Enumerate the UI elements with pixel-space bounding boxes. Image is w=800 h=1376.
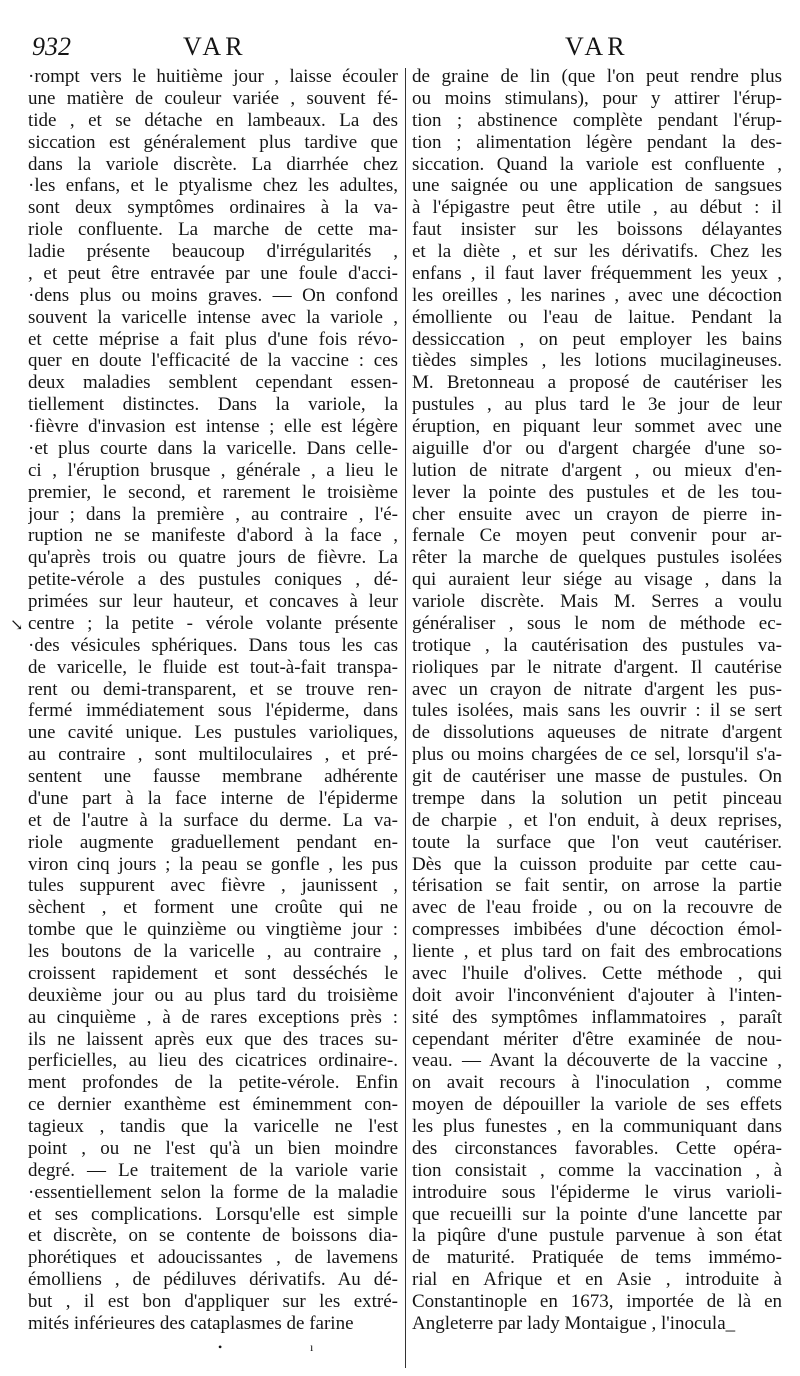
page-header (0, 28, 800, 68)
text-line: ils ne laissent après eux que des traces su- (28, 1028, 398, 1050)
text-line: plus ou moins chargées de ce sel, lorsqu'il s'a- (412, 744, 782, 766)
text-line: avec un crayon de nitrate d'argent les pus- (412, 678, 782, 700)
text-line: aiguille d'or ou d'argent chargée d'une so- (412, 437, 782, 459)
text-line: d'une part à la face interne de l'épiderme (28, 787, 398, 809)
text-line: Dès que la cuisson produite par cette cau- (412, 853, 782, 875)
text-line: cependant mériter d'être examinée de nou- (412, 1028, 782, 1050)
text-line: ce dernier exanthème est éminemment con- (28, 1094, 398, 1116)
text-line: et la diète , et sur les dérivatifs. Chez les (412, 241, 782, 262)
text-line: veau. — Avant la découverte de la vaccine , (412, 1050, 782, 1072)
text-line: généraliser , sous le nom de méthode ec- (412, 612, 782, 634)
page-specks (0, 1340, 800, 1360)
text-line: introduire sous l'épiderme le virus varioli- (412, 1181, 782, 1203)
text-line: de dissolutions aqueuses de nitrate d'argent (412, 722, 782, 744)
text-line: petite-vérole a des pustules coniques , dé- (28, 569, 398, 591)
text-line: lever la pointe des pustules et de les tou- (412, 481, 782, 503)
text-line: au cinquième , à de rares exceptions près : (28, 1006, 398, 1028)
text-line: éruption, en piquant leur sommet avec une (412, 416, 782, 437)
text-line: ·essentiellement selon la forme de la maladie (28, 1181, 398, 1203)
column-divider (405, 68, 406, 1368)
text-line: croissent rapidement et sont desséchés le (28, 962, 398, 984)
text-line: but , il est bon d'appliquer sur les extré- (28, 1291, 398, 1312)
text-line: tièdes simples , les lotions mucilagineuses. (412, 350, 782, 372)
text-line: les boutons de la varicelle , au contraire , (28, 941, 398, 962)
text-line: qu'après trois ou quatre jours de fièvre. La (28, 547, 398, 569)
text-line: perficielles, au lieu des cicatrices ordinaire-. (28, 1050, 398, 1072)
text-line: variole discrète. Mais M. Serres a voulu (412, 591, 782, 612)
text-line: et cette méprise a fait plus d'une fois révo- (28, 328, 398, 350)
text-line: enfans , il faut laver fréquemment les yeux , (412, 262, 782, 284)
text-line: fernale Ce moyen peut convenir pour ar- (412, 525, 782, 547)
text-line: lution de nitrate d'argent , ou mieux d'en- (412, 459, 782, 481)
text-line: tion consistait , comme la vaccination , à (412, 1159, 782, 1181)
running-head-right: VAR (565, 32, 629, 61)
text-line: à l'épigastre peut être utile , au début : il (412, 197, 782, 219)
text-line: ci , l'éruption brusque , générale , a lieu le (28, 459, 398, 481)
text-line: émolliens , de pédiluves dérivatifs. Au dé- (28, 1269, 398, 1291)
text-line: moyen de dépouiller la variole de ses effets (412, 1094, 782, 1116)
text-line: quer en doute l'efficacité de la vaccine : ces (28, 350, 398, 372)
text-line: rioliques par le nitrate d'argent. Il cautérise (412, 656, 782, 678)
text-line: , et peut être entravée par une foule d'acci- (28, 262, 398, 284)
text-line: rent ou demi-transparent, et se trouve ren- (28, 678, 398, 700)
text-line: riole augmente graduellement pendant en- (28, 831, 398, 853)
text-line: ·fièvre d'invasion est intense ; elle est légère (28, 416, 398, 437)
text-line: pustules , au plus tard le 3e jour de leur (412, 394, 782, 416)
text-line: émolliente ou l'eau de laitue. Pendant la (412, 306, 782, 328)
text-line: et discrète, on se contente de boissons dia- (28, 1225, 398, 1247)
text-line: et de l'autre à la surface du derme. La va- (28, 809, 398, 831)
ink-speck: ı (310, 1340, 314, 1354)
text-line: cher ensuite avec un crayon de pierre in- (412, 503, 782, 525)
text-line: ruption ne se manifeste d'abord à la face , (28, 525, 398, 547)
text-line: de maturité. Pratiquée de tems immémo- (412, 1247, 782, 1269)
text-line: tules isolées, mais sans les ouvrir : il se sert (412, 700, 782, 722)
text-line: rêter la marche de quelques pustules isolées (412, 547, 782, 569)
text-line: ment profondes de la petite-vérole. Enfin (28, 1072, 398, 1094)
text-line: trempe dans la solution un petit pinceau (412, 787, 782, 809)
text-line: tules suppurent avec fièvre , jaunissent , (28, 875, 398, 897)
text-line: siccation est généralement plus tardive que (28, 131, 398, 153)
text-line: qui auraient leur siége au visage , dans la (412, 569, 782, 591)
page-number: 932 (32, 32, 71, 61)
text-line: des circonstances favorables. Cette opéra- (412, 1137, 782, 1159)
text-line: primées sur leur hauteur, et concaves à leur (28, 591, 398, 612)
text-line: siccation. Quand la variole est confluente , (412, 153, 782, 175)
text-line: souvent la varicelle intense avec la variole , (28, 306, 398, 328)
text-line: trotique , la cautérisation des pustules va- (412, 634, 782, 656)
text-line: mités inférieures des cataplasmes de farine (28, 1312, 354, 1334)
text-line: dessiccation , on peut employer les bains (412, 328, 782, 350)
text-line: sèchent , et forment une croûte qui ne (28, 897, 398, 919)
text-line: on avait recours à l'inoculation , comme (412, 1072, 782, 1094)
text-line: ladie présente beaucoup d'irrégularités , (28, 241, 398, 262)
text-line: ·dens plus ou moins graves. — On confond (28, 284, 398, 306)
text-line: de varicelle, le fluide est tout-à-fait transpa- (28, 656, 398, 678)
text-line: tion ; abstinence complète pendant l'érup- (412, 109, 782, 131)
left-text-column (28, 66, 398, 1335)
text-line: premier, le second, et rarement le troisième (28, 481, 398, 503)
text-line: tion ; alimentation légère pendant la des- (412, 131, 782, 153)
text-line: rial en Afrique et en Asie , introduite à (412, 1269, 782, 1291)
text-line: tiellement distinctes. Dans la variole, la (28, 394, 398, 416)
text-line: point , ou ne l'est qu'à un bien moindre (28, 1137, 398, 1159)
ink-speck: • (218, 1340, 223, 1354)
text-line: une cavité unique. Les pustules varioliques, (28, 722, 398, 744)
text-line: liente , et plus tard on fait des embrocations (412, 941, 782, 962)
text-line: Constantinople en 1673, importée de là en (412, 1291, 782, 1312)
text-line: jour ; dans la première , au contraire , l'é- (28, 503, 398, 525)
margin-mark: ↘ (10, 617, 24, 634)
text-line: deuxième jour ou au plus tard du troisième (28, 984, 398, 1006)
text-line: avec de l'eau froide , ou on la recouvre de (412, 897, 782, 919)
text-line: phorétiques et adoucissantes , de lavemens (28, 1247, 398, 1269)
text-line: M. Bretonneau a proposé de cautériser les (412, 372, 782, 394)
text-line: la piqûre d'une pustule parvenue à son état (412, 1225, 782, 1247)
text-line: sité des symptômes inflammatoires , paraît (412, 1006, 782, 1028)
text-line: tagieux , tandis que la varicelle ne l'est (28, 1116, 398, 1137)
text-line: une matière de couleur variée , souvent fé- (28, 87, 398, 109)
text-line: toute la surface que l'on veut cautériser. (412, 831, 782, 853)
text-line: les oreilles , les narines , avec une décoction (412, 284, 782, 306)
text-line: centre ; la petite - vérole volante présente (28, 612, 398, 634)
text-line: dans la variole discrète. La diarrhée chez (28, 153, 398, 175)
text-line: térisation se fait sentir, on arrose la partie (412, 875, 782, 897)
text-line: sentent une fausse membrane adhérente (28, 766, 398, 787)
text-line: faut insister sur les boissons délayantes (412, 219, 782, 241)
text-line: tide , et se détache en lambeaux. La des (28, 109, 398, 131)
right-text-column (412, 66, 782, 1335)
text-line: doit avoir l'inconvénient d'ajouter à l'inten- (412, 984, 782, 1006)
text-line: au contraire , sont multiloculaires , et pré- (28, 744, 398, 766)
text-line: avec l'huile d'olives. Cette méthode , qui (412, 962, 782, 984)
text-line: riole confluente. La marche de cette ma- (28, 219, 398, 241)
text-line: de graine de lin (que l'on peut rendre plus (412, 66, 782, 87)
running-head-left: VAR (183, 32, 247, 61)
text-line: fermé immédiatement sous l'épiderme, dans (28, 700, 398, 722)
text-line: sont deux symptômes ordinaires à la va- (28, 197, 398, 219)
text-line: git de cautériser une masse de pustules. On (412, 766, 782, 787)
text-line: une saignée ou une application de sangsues (412, 175, 782, 197)
text-line: viron cinq jours ; la peau se gonfle , les pus (28, 853, 398, 875)
text-line: de charpie , et l'on enduit, à deux reprises, (412, 809, 782, 831)
text-line: ou moins stimulans), pour y attirer l'érup- (412, 87, 782, 109)
text-line: degré. — Le traitement de la variole varie (28, 1159, 398, 1181)
text-line: les plus funestes , en la communiquant dans (412, 1116, 782, 1137)
text-line: compresses imbibées d'une décoction émol- (412, 919, 782, 941)
text-line: ·et plus courte dans la varicelle. Dans celle- (28, 437, 398, 459)
text-line: ·les enfans, et le ptyalisme chez les adultes, (28, 175, 398, 197)
text-line: deux maladies semblent cependant essen- (28, 372, 398, 394)
text-line: ·rompt vers le huitième jour , laisse écouler (28, 66, 398, 87)
text-line: Angleterre par lady Montaigue , l'inocula_ (412, 1312, 736, 1334)
text-line: et ses complications. Lorsqu'elle est simple (28, 1203, 398, 1225)
text-line: que recueilli sur la pointe d'une lancette par (412, 1203, 782, 1225)
text-line: ·des vésicules sphériques. Dans tous les cas (28, 634, 398, 656)
text-line: tombe que le quinzième ou vingtième jour : (28, 919, 398, 941)
